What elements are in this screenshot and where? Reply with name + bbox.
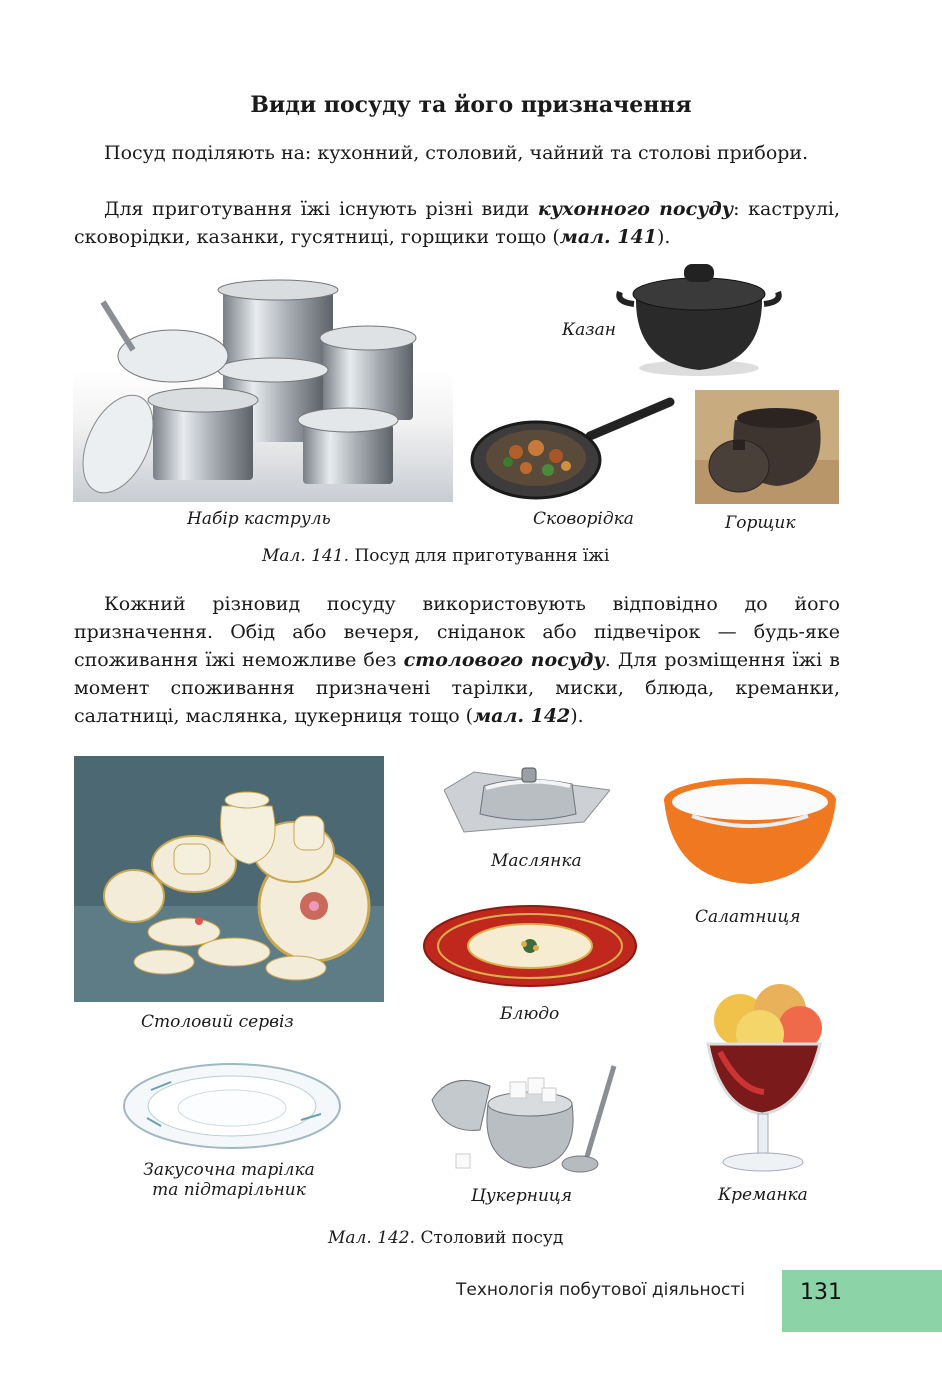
table-service-image — [74, 756, 384, 1002]
text-run: . Для розміщення їжі в момент споживання призначені тарілки, миски, блюда, креманки, салатниці, маслянка, цукерниця тощо ( — [74, 649, 840, 727]
figure-141-title: Посуд для приготування їжі — [354, 546, 610, 566]
section-heading: Види посуду та його призначення — [250, 92, 692, 118]
caption-appetizer-plate — [122, 1160, 336, 1200]
clay-pot-image — [695, 390, 839, 504]
text-run: ). — [656, 226, 671, 248]
butter-dish-image — [444, 760, 610, 842]
text-run: Для приготування їжі існують різні види — [104, 198, 538, 220]
caption-butter-dish: Маслянка — [491, 851, 582, 871]
figure-142-label: Мал. 142. — [328, 1228, 416, 1248]
sugar-bowl-image — [430, 1060, 620, 1184]
text-run: Кожний різновид посуду використовують відповідно до його призначення. Обід або вечеря, сніданок або підвечірок — будь-яке споживання їжі неможливе без — [74, 593, 840, 671]
term-tableware: столового посуду — [403, 649, 605, 671]
paragraph-3 — [74, 590, 840, 730]
figure-ref: мал. 142 — [473, 705, 571, 727]
caption-kazan: Казан — [562, 320, 616, 340]
salad-bowl-image — [662, 776, 838, 888]
caption-table-service: Столовий сервіз — [141, 1012, 294, 1032]
caption-pots-set: Набір каструль — [187, 509, 331, 529]
paragraph-1 — [74, 139, 840, 167]
figure-141-label: Мал. 141. — [262, 546, 350, 566]
text-run: : каструлі, сковорідки, казанки, гусятниці, горщики тощо ( — [74, 198, 840, 248]
frying-pan-image — [470, 394, 680, 502]
caption-kremanka: Креманка — [718, 1185, 808, 1205]
paragraph-2 — [74, 195, 840, 251]
page-number: 131 — [800, 1280, 842, 1305]
kremanka-image — [700, 980, 830, 1176]
kazan-image — [614, 258, 784, 378]
caption-clay-pot: Горщик — [725, 513, 796, 533]
serving-dish-image — [422, 904, 638, 988]
figure-ref: мал. 141 — [559, 226, 657, 248]
caption-appetizer-plate-line1: Закусочна тарілка — [143, 1160, 315, 1180]
figure-141-caption — [262, 546, 609, 566]
paragraph-1-text: Посуд поділяють на: кухонний, столовий, чайний та столові прибори. — [104, 142, 809, 164]
pots-set-image — [73, 274, 453, 502]
caption-sugar-bowl: Цукерниця — [471, 1186, 573, 1206]
caption-appetizer-plate-line2: та підтарільник — [152, 1180, 306, 1200]
footer-book-title: Технологія побутової діяльності — [456, 1280, 745, 1300]
caption-frying-pan: Сковорідка — [533, 509, 634, 529]
figure-142-caption — [328, 1228, 563, 1248]
appetizer-plate-image — [121, 1060, 343, 1152]
term-kitchen-utensils: кухонного посуду — [537, 198, 734, 220]
figure-142-title: Столовий посуд — [420, 1228, 564, 1248]
caption-serving-dish: Блюдо — [500, 1004, 560, 1024]
caption-salad-bowl: Салатниця — [695, 907, 801, 927]
text-run: ). — [570, 705, 584, 727]
